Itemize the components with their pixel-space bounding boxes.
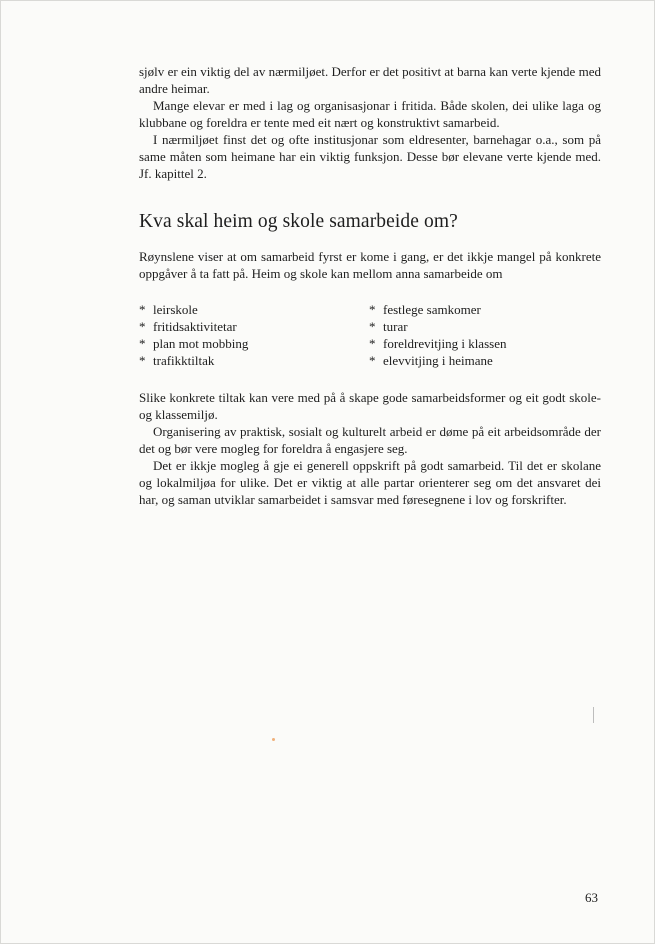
page-content xyxy=(139,63,601,508)
bullet-icon: * xyxy=(139,336,146,351)
bullet-icon: * xyxy=(139,302,146,317)
list-item: * fritidsaktivitetar xyxy=(139,319,237,334)
paragraph: I nærmiljøet finst det og ofte institusjonar som eldresenter, barnehagar o.a., som på same måten som heimane har ein viktig funksjon. Desse bør elevane verte kjende med. Jf. kapittel 2. xyxy=(139,132,601,181)
list-item: * trafikktiltak xyxy=(139,353,215,368)
bullet-icon: * xyxy=(369,353,376,368)
activity-lists xyxy=(139,301,601,369)
paragraph: sjølv er ein viktig del av nærmiljøet. Derfor er det positivt at barna kan verte kjende med andre heimar. xyxy=(139,64,601,96)
list-item: * leirskole xyxy=(139,302,198,317)
paragraph: Slike konkrete tiltak kan vere med på å skape gode samarbeidsformer og eit godt skole- og klassemiljø. xyxy=(139,390,601,422)
bullet-icon: * xyxy=(369,302,376,317)
paragraph: Organisering av praktisk, sosialt og kulturelt arbeid er døme på eit arbeidsområde der det og bør vere mogleg for foreldra å engasjere seg. xyxy=(139,424,601,456)
list-item: * foreldrevitjing i klassen xyxy=(369,336,507,351)
list-item: * elevvitjing i heimane xyxy=(369,353,493,368)
list-item: * plan mot mobbing xyxy=(139,336,249,351)
list-item: * festlege samkomer xyxy=(369,302,481,317)
paragraph: Mange elevar er med i lag og organisasjonar i fritida. Både skolen, dei ulike laga og klubbane og foreldra er tente med eit nært og konstruktivt samarbeid. xyxy=(139,98,601,130)
activity-list-right xyxy=(369,301,506,369)
bullet-icon: * xyxy=(139,353,146,368)
list-item: * turar xyxy=(369,319,408,334)
bullet-icon: * xyxy=(369,319,376,334)
page-number: 63 xyxy=(585,890,598,905)
scan-speck xyxy=(272,738,275,741)
bullet-icon: * xyxy=(139,319,146,334)
intro-paragraph: Røynslene viser at om samarbeid fyrst er kome i gang, er det ikkje mangel på konkrete oppgåver å ta fatt på. Heim og skole kan mellom anna samarbeide om xyxy=(139,249,601,281)
activity-list-left xyxy=(139,301,369,369)
bullet-icon: * xyxy=(369,336,376,351)
scan-mark xyxy=(593,707,594,723)
paragraph: Det er ikkje mogleg å gje ei generell oppskrift på godt samarbeid. Til det er skolane og lokalmiljøa for ulike. Det er viktig at alle partar orienterer seg om det ansvaret dei har, og saman utviklar samarbeidet i samsvar med føresegnene i lov og forskrifter. xyxy=(139,458,601,507)
section-heading: Kva skal heim og skole samarbeide om? xyxy=(139,211,458,232)
